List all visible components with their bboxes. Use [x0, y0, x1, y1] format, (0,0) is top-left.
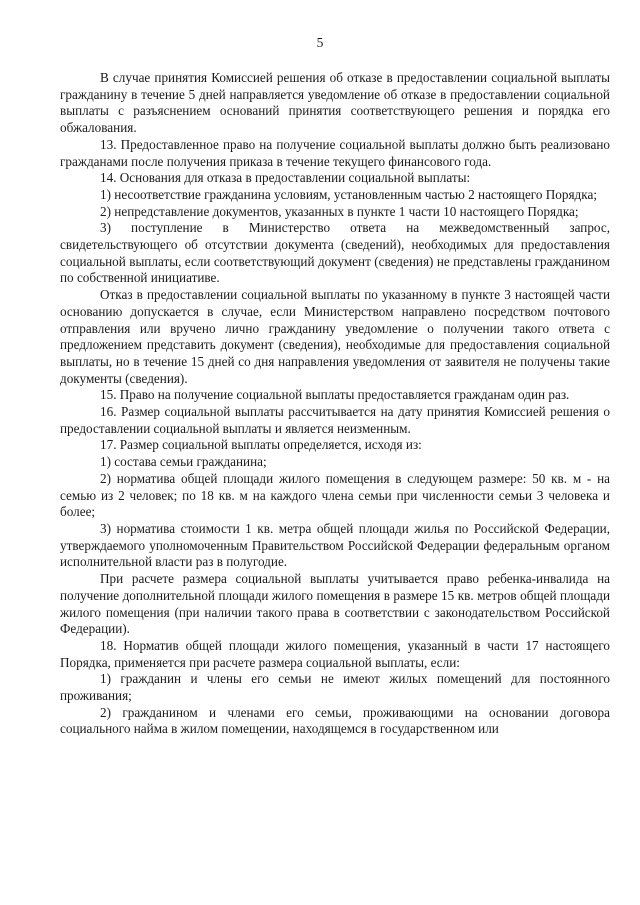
paragraph: 2) гражданином и членами его семьи, проживающими на основании договора социального найма в жилом помещении, находящемся в государственном или — [60, 704, 610, 737]
paragraph: 17. Размер социальной выплаты определяется, исходя из: — [100, 437, 422, 453]
paragraph: 3) норматива стоимости 1 кв. метра общей площади жилья по Российской Федерации, утверждаемого уполномоченным Правительством Российской Федерации федеральным органом исполнительной власти раз в полугодие. — [60, 520, 610, 570]
paragraph: При расчете размера социальной выплаты учитывается право ребенка-инвалида на получение дополнительной площади жилого помещения в размере 15 кв. метров общей площади жилого помещения (при наличии такого права в соответствии с законодательством Российской Федерации). — [60, 571, 610, 637]
paragraph: 15. Право на получение социальной выплаты предоставляется гражданам один раз. — [100, 387, 570, 403]
paragraph: 16. Размер социальной выплаты рассчитывается на дату принятия Комиссией решения о предоставлении социальной выплаты и является неизменным. — [60, 404, 610, 436]
paragraph: 18. Норматив общей площади жилого помещения, указанный в части 17 настоящего Порядка, применяется при расчете размера социальной выплаты, если: — [60, 637, 610, 670]
paragraph: 14. Основания для отказа в предоставлении социальной выплаты: — [100, 170, 471, 186]
paragraph: Отказ в предоставлении социальной выплаты по указанному в пункте 3 настоящей части основанию допускается в случае, если Министерством направлено посредством почтового отправления или вручено лично гражданину уведомление о получении такого ответа с предложением представить документ (сведения), необходимые для предоставления социальной выплаты, но в течение 15 дней со дня направления уведомления от заявителя не получены такие документы (сведения). — [60, 287, 610, 386]
paragraph: В случае принятия Комиссией решения об отказе в предоставлении социальной выплаты гражданину в течение 5 дней направляется уведомление об отказе в предоставлении социальной выплаты с разъяснением оснований принятия соответствующего решения и порядка его обжалования. — [60, 70, 610, 136]
document-body — [60, 70, 610, 738]
paragraph: 1) состава семьи гражданина; — [100, 454, 267, 470]
paragraph: 1) несоответствие гражданина условиям, установленным частью 2 настоящего Порядка; — [100, 186, 597, 202]
page-number: 5 — [316, 35, 324, 50]
paragraph: 1) гражданин и члены его семьи не имеют жилых помещений для постоянного проживания; — [60, 671, 610, 704]
paragraph: 2) непредставление документов, указанных в пункте 1 части 10 настоящего Порядка; — [100, 203, 579, 219]
paragraph: 2) норматива общей площади жилого помещения в следующем размере: 50 кв. м - на семью из 2 человек; по 18 кв. м на каждого члена семьи при численности семьи 3 человека и более; — [60, 470, 610, 520]
paragraph: 3) поступление в Министерство ответа на межведомственный запрос, свидетельствующего об отсутствии документа (сведений), необходимых для предоставления социальной выплаты, если соответствующий документ (сведения) не представлены гражданином по собственной инициативе. — [60, 220, 610, 286]
paragraph: 13. Предоставленное право на получение социальной выплаты должно быть реализовано гражданами после получения приказа в течение текущего финансового года. — [60, 136, 610, 169]
